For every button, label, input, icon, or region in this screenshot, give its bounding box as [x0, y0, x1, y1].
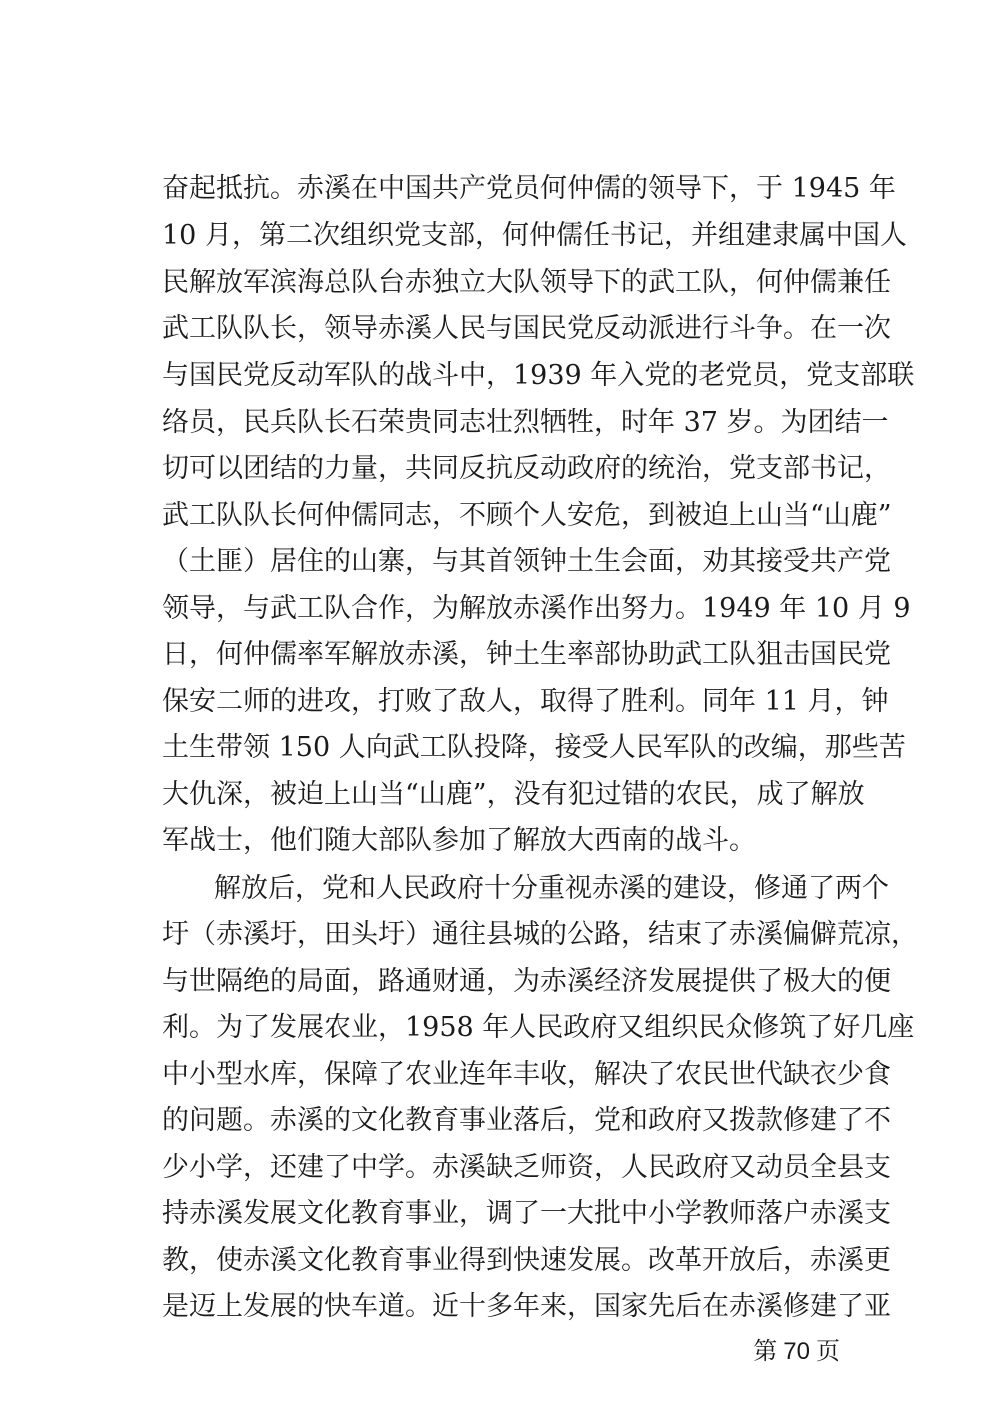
page-number-prefix: 第: [753, 1337, 778, 1365]
text-line: 民解放军滨海总队台赤独立大队领导下的武工队，何仲儒兼任: [162, 267, 891, 298]
text-line: 奋起抵抗。赤溪在中国共产党员何仲儒的领导下，于 1945 年: [162, 173, 896, 204]
text-line: 大仇深，被迫上山当“山鹿”，没有犯过错的农民，成了解放: [162, 779, 865, 810]
text-line: 切可以团结的力量，共同反抗反动政府的统治，党支部书记，: [162, 453, 891, 484]
text-line: 与世隔绝的局面，路通财通，为赤溪经济发展提供了极大的便: [162, 966, 891, 997]
text-line: 持赤溪发展文化教育事业，调了一大批中小学教师落户赤溪支: [162, 1198, 891, 1229]
page-number-suffix: 页: [816, 1337, 840, 1365]
text-line: 教，使赤溪文化教育事业得到快速发展。改革开放后，赤溪更: [162, 1245, 891, 1276]
text-line: 络员，民兵队长石荣贵同志壮烈牺牲，时年 37 岁。为团结一: [162, 407, 889, 438]
text-line: （土匪）居住的山寨，与其首领钟土生会面，劝其接受共产党: [162, 546, 891, 577]
text-line: 圩（赤溪圩，田头圩）通往县城的公路，结束了赤溪偏僻荒凉，: [162, 919, 918, 950]
text-line: 领导，与武工队合作，为解放赤溪作出努力。1949 年 10 月 9: [162, 593, 911, 624]
text-line: 利。为了发展农业，1958 年人民政府又组织民众修筑了好几座: [162, 1012, 915, 1043]
text-line: 解放后，党和人民政府十分重视赤溪的建设，修通了两个: [214, 873, 889, 904]
text-line: 武工队队长何仲儒同志，不顾个人安危，到被迫上山当“山鹿”: [162, 500, 892, 531]
text-line: 10 月，第二次组织党支部，何仲儒任书记，并组建隶属中国人: [162, 220, 907, 251]
text-line: 土生带领 150 人向武工队投降，接受人民军队的改编，那些苦: [162, 732, 906, 763]
text-line: 少小学，还建了中学。赤溪缺乏师资，人民政府又动员全县支: [162, 1152, 891, 1183]
text-line: 是迈上发展的快车道。近十多年来，国家先后在赤溪修建了亚: [162, 1291, 891, 1322]
text-line: 军战士，他们随大部队参加了解放大西南的战斗。: [162, 825, 756, 856]
text-line: 与国民党反动军队的战斗中，1939 年入党的老党员，党支部联: [162, 360, 915, 391]
text-line: 日，何仲儒率军解放赤溪，钟土生率部协助武工队狙击国民党: [162, 639, 891, 670]
page-number-value: 70: [783, 1338, 810, 1365]
page-number: [700, 1336, 840, 1367]
text-line: 武工队队长，领导赤溪人民与国民党反动派进行斗争。在一次: [162, 313, 891, 344]
text-line: 的问题。赤溪的文化教育事业落后，党和政府又拨款修建了不: [162, 1105, 891, 1136]
text-line: 保安二师的进攻，打败了敌人，取得了胜利。同年 11 月，钟: [162, 686, 889, 717]
text-line: 中小型水库，保障了农业连年丰收，解决了农民世代缺衣少食: [162, 1059, 891, 1090]
